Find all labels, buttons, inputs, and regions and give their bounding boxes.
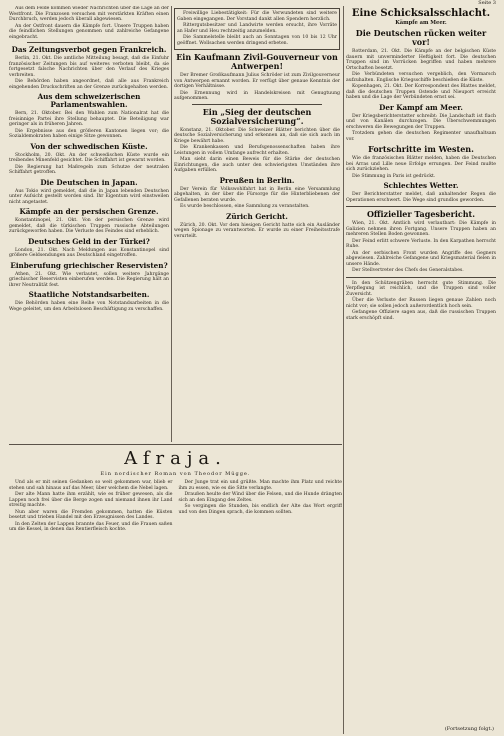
continued-note: (Fortsetzung folgt.) <box>444 726 494 732</box>
headline: Das Zeitungsverbot gegen Frankreich. <box>11 45 167 54</box>
headline: Kämpfe an der persischen Grenze. <box>19 207 159 216</box>
article-paragraph: Und als er mit seinen Gedanken so weit gekommen war, blieb er stehen und sah hinaus auf das Meer, über welchem die Nebel lagen. <box>9 480 173 491</box>
article-paragraph: Die Ergebnisse aus den größeren Kantonen liegen vor; die Sozialdemokraten haben einige Sitze gewonnen. <box>9 128 169 139</box>
article-paragraph: Kopenhagen, 21. Okt. Der Korrespondent des Blattes meldet, daß die deutschen Truppen Ostende und Nieuport erreicht haben und die Lage der Verbündeten ernst sei. <box>346 84 496 100</box>
article-paragraph: Aus Tokio wird gemeldet, daß die in Japan lebenden Deutschen unter Aufsicht gestellt worden sind. Ihr Eigentum wird einstweilen nicht angetastet. <box>9 188 169 205</box>
article-paragraph: Rotterdam, 21. Okt. Die Kämpfe an der belgischen Küste dauern mit unverminderter Heftigkeit fort. Die deutschen Truppen sind im Vorrücken begriffen und haben mehrere Ortschaften besetzt. <box>346 49 496 71</box>
headline: Die Deutschen rücken weiter vor! <box>355 28 487 47</box>
divider <box>27 42 151 43</box>
article-paragraph: An der Ostfront dauern die Kämpfe fort. Unsere Truppen haben die feindlichen Stellungen genommen und zahlreiche Gefangene eingebracht. <box>9 23 169 40</box>
column-rule <box>171 6 172 442</box>
article-paragraph: Der alte Mann hatte ihm erzählt, wie es früher gewesen, als die Lappen noch frei über die Berge zogen und niemand ihnen ihr Land streitig machte. <box>9 492 173 508</box>
headline: Staatliche Notstandsarbeiten. <box>28 290 150 299</box>
headline: Zürich Gericht. <box>226 211 288 221</box>
article-paragraph: Wien, 21. Okt. Amtlich wird verlautbart: Die Kämpfe in Galizien nehmen ihren Fortgang. Unsere Truppen haben an mehreren Stellen Boden gewonnen. <box>346 221 496 237</box>
headline: Der Kampf am Meer. <box>379 102 463 112</box>
article-paragraph: Nun aber waren die Fremden gekommen, hatten die Küsten besetzt und trieben Handel mit den Erzeugnissen des Landes. <box>9 509 173 520</box>
headline: Von der schwedischen Küste. <box>30 141 148 151</box>
article-paragraph: So vergingen die Stunden, bis endlich der Alte das Wort ergriff und von den Dingen sprach, die kommen sollten. <box>178 504 342 515</box>
article-paragraph: Es wurde beschlossen, eine Sammlung zu veranstalten. <box>180 204 310 209</box>
page-number: Seite 3 <box>478 0 496 6</box>
feuilleton-column-right <box>179 480 343 534</box>
article-paragraph: Gefangene Offiziere sagen aus, daß die russischen Truppen stark erschöpft sind. <box>346 310 496 321</box>
article-paragraph: Die Ernennung wird in Handelskreisen mit Genugtuung aufgenommen. <box>174 90 340 101</box>
article-paragraph: Die Sammelstelle bleibt auch an Sonntagen von 10 bis 12 Uhr geöffnet. Wollsachen werden dringend erbeten. <box>177 35 337 46</box>
article-paragraph: Die Behörden haben angeordnet, daß alle aus Frankreich eingehenden Druckschriften an der Grenze zurückgehalten werden. <box>9 79 169 90</box>
headline: Schlechtes Wetter. <box>383 181 459 190</box>
article-paragraph: Stockholm, 20. Okt. An der schwedischen Küste wurde ein treibendes Minenfeld gesichtet. Die Schiffahrt ist gewarnt worden. <box>9 152 169 163</box>
article-paragraph: Der Verein für Volkswohlfahrt hat in Berlin eine Versammlung abgehalten, in der über die Fürsorge für die Hinterbliebenen der Gefallenen beraten wurde. <box>174 186 340 203</box>
column-right <box>346 6 496 734</box>
article-paragraph: Konstanz, 21. Oktober. Die Schweizer Blätter berichten über die deutsche Sozialversicherung und erkennen an, daß sie sich auch im Kriege bewährt habe. <box>174 127 340 144</box>
article-paragraph: Der Junge trat ein und grüßte. Man machte ihm Platz und reichte ihm zu essen, wie es die Sitte verlangte. <box>178 480 342 491</box>
article-paragraph: In den Schützengräben herrscht gute Stimmung. Die Verpflegung ist reichlich, und die Truppen sind voller Zuversicht. <box>346 280 496 297</box>
article-paragraph: Der Stellvertreter des Chefs des Generalstabes. <box>352 268 464 273</box>
article-paragraph: Bern, 21. Oktober. Bei den Wahlen zum Nationalrat hat die freisinnige Partei ihre Stellung behauptet. Die Beteiligung war geringer als in früheren Jahren. <box>9 111 169 127</box>
article-paragraph: Der Berichterstatter meldet, daß anhaltender Regen die Operationen erschwert. Die Wege sind grundlos geworden. <box>346 192 496 203</box>
divider <box>346 277 496 278</box>
article-paragraph: An der serbischen Front wurden Angriffe des Gegners abgewiesen. Zahlreiche Gefangene und Kriegsmaterial fielen in unsere Hände. <box>346 250 496 267</box>
headline: Deutsches Geld in der Türkei? <box>28 236 150 246</box>
notice-box <box>174 8 340 50</box>
article-paragraph: Die Krankenkassen und Berufsgenossenschaften haben ihre Leistungen in vollem Umfange aufrecht erhalten. <box>174 145 340 156</box>
article-paragraph: Aus dem Felde kommen wieder Nachrichten über die Lage an der Westfront. Die Franzosen versuchen mit verstärkten Kräften einen Durchbruch, werden jedoch überall abgewiesen. <box>9 6 169 22</box>
article-paragraph: Die Verbündeten versuchen vergeblich, den Vormarsch aufzuhalten. Englische Kriegsschiffe beschießen die Küste. <box>346 72 496 83</box>
article-paragraph: Man sieht darin einen Beweis für die Stärke der deutschen Einrichtungen, die auch unter den schwierigsten Umständen ihre Aufgaben erfüllen. <box>174 157 340 173</box>
article-paragraph: Der Feind erlitt schwere Verluste. In den Karpathen herrscht Ruhe. <box>346 238 496 249</box>
article-paragraph: Draußen heulte der Wind über die Felsen, und die Hunde drängten sich an den Eingang des Zeltes. <box>178 492 342 503</box>
article-paragraph: Athen, 21. Okt. Wie verlautet, sollen weitere Jahrgänge griechischer Reservisten einberufen werden. Die Regierung hält an ihrer Neutralität fest. <box>9 271 169 288</box>
article-paragraph: Die Stimmung in Paris ist gedrückt. <box>352 173 436 179</box>
main-headline: Eine Schicksalsschlacht. <box>351 8 491 19</box>
article-paragraph: Rittergutsbesitzer und Landwirte werden ersucht, ihre Vorräte an Hafer und Heu rechtzeitig anzumelden. <box>177 23 337 34</box>
article-paragraph: Die Regierung hat Maßregeln zum Schutze der neutralen Schiffahrt getroffen. <box>9 164 169 175</box>
divider <box>346 206 496 207</box>
article-paragraph: Über die Verluste der Russen liegen genaue Zahlen noch nicht vor; sie sollen jedoch außerordentlich hoch sein. <box>346 298 496 309</box>
article-paragraph: London, 21. Okt. Nach Meldungen aus Konstantinopel sind größere Geldsendungen aus Deutschland eingetroffen. <box>9 247 169 258</box>
article-paragraph: Der Bremer Großkaufmann Julius Schröder ist zum Zivilgouverneur von Antwerpen ernannt worden. Er verfügt über genaue Kenntnis der dortigen Verhältnisse. <box>174 73 340 89</box>
feuilleton-column-left <box>9 480 173 534</box>
feuilleton-columns <box>9 480 342 534</box>
headline: Einberufung griechischer Reservisten? <box>10 260 168 270</box>
headline: Aus dem schweizerischen Parlamentswahlen. <box>37 92 141 109</box>
headline: Ein „Sieg der deutschen Sozialversicherung“. <box>202 106 312 126</box>
subheadline: Kämpfe am Meer. <box>395 20 447 26</box>
feuilleton-title: Afraja. <box>124 448 227 469</box>
headline: Fortschritte im Westen. <box>368 144 474 154</box>
feuilleton-rule <box>9 444 342 445</box>
headline: Preußen in Berlin. <box>219 175 295 185</box>
feuilleton <box>9 448 342 732</box>
article-paragraph: Der Kriegsberichterstatter schreibt: Die Landschaft ist flach und von Kanälen durchzogen. Die Überschwemmungen erschweren die Bewegungen der Truppen. <box>346 113 496 130</box>
column-middle <box>174 6 340 442</box>
article-paragraph: Wie die französischen Blätter melden, haben die Deutschen bei Arras und Lille neue Erfolge errungen. Der Feind mußte sich zurückziehen. <box>346 156 496 172</box>
headline: Ein Kaufmann Zivil-Gouverneur von Antwerpen! <box>176 52 338 71</box>
headline: Die Deutschen in Japan. <box>40 177 138 187</box>
headline: Offizieller Tagesbericht. <box>366 209 476 219</box>
article-paragraph: Freiwillige Liebestätigkeit: Für die Verwundeten sind weitere Gaben eingegangen. Der Vorstand dankt allen Spendern herzlich. <box>177 11 337 22</box>
article-paragraph: In den Zelten der Lappen brannte das Feuer, und die Frauen saßen um die Kessel, in denen das Rentierfleisch kochte. <box>9 521 173 532</box>
column-rule <box>343 6 344 734</box>
article-paragraph: Die Behörden haben eine Reihe von Notstandsarbeiten in die Wege geleitet, um den Arbeitslosen Beschäftigung zu verschaffen. <box>9 301 169 312</box>
article-paragraph: Konstantinopel, 21. Okt. Von der persischen Grenze wird gemeldet, daß die türkischen Truppen russische Abteilungen zurückgeworfen haben. Die Verluste des Feindes sind erheblich. <box>9 218 169 234</box>
column-left <box>9 6 169 442</box>
article-paragraph: Zürich, 20. Okt. Vor dem hiesigen Gericht hatte sich ein Ausländer wegen Spionage zu verantworten. Er wurde zu einer Freiheitsstrafe verurteilt. <box>174 222 340 239</box>
divider <box>192 104 322 105</box>
article-paragraph: Trotzdem gehen die deutschen Regimenter unaufhaltsam vor. <box>346 131 496 142</box>
article-paragraph: Berlin, 21. Okt. Die amtliche Mitteilung besagt, daß die Einfuhr französischer Zeitungen bis auf weiteres verboten bleibt, da sie fortgesetzt falsche Nachrichten über den Verlauf des Krieges verbreiten. <box>9 56 169 78</box>
feuilleton-subtitle: Ein nordischer Roman von Theodor Mügge. <box>100 471 251 477</box>
